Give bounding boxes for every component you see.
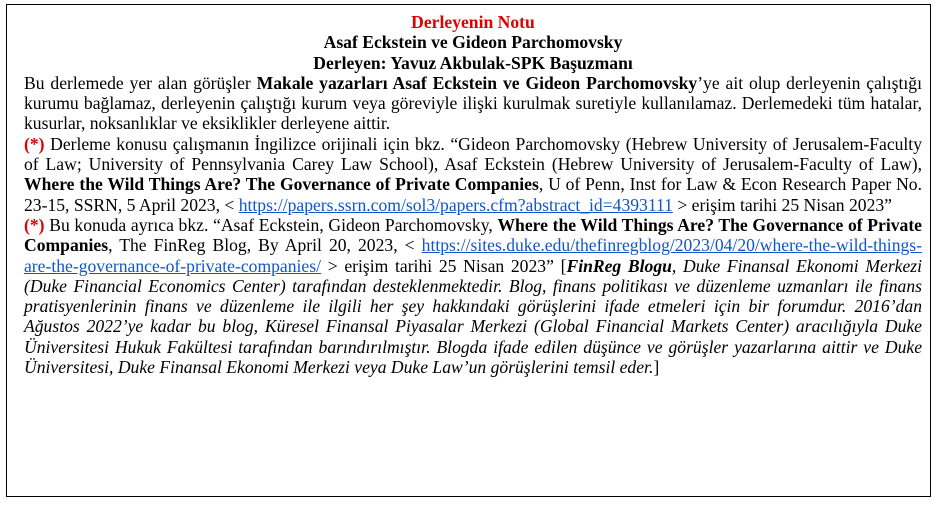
intro-authors-bold: Makale yazarları Asaf Eckstein ve Gideon Parchomovsky — [256, 72, 698, 93]
footnote-asterisk-1: (*) — [24, 133, 45, 154]
finreg-blog-link[interactable]: https://sites.duke.edu/thefinregblog/2023/04/20/where-the-wild-things-are-the-governance-of-private-companies/ — [24, 235, 922, 276]
bracket-open: [ — [560, 255, 567, 276]
intro-text-after: ’ye ait olup derleyenin çalıştığı kurumu bağlamaz, derleyenin çalıştığı kurum veya göreviyle ilişki kurulmak suretiyle kullanılamaz. Derlemedeki tüm hatalar, kusurlar, noksanlıklar ve eksiklikler derleyene aittir. — [24, 72, 922, 134]
blog-note-paragraph — [24, 215, 922, 377]
compiler-line: Derleyen: Yavuz Akbulak-SPK Başuzmanı — [313, 52, 633, 73]
blog-note-details: , The FinReg Blog, By April 20, 2023, < — [108, 235, 422, 256]
blog-name-bold-italic: FinReg Blogu — [566, 255, 672, 276]
article-title-bold-1: Where the Wild Things Are? The Governance of Private Companies — [24, 174, 539, 195]
source-note-paragraph — [24, 134, 922, 215]
intro-paragraph — [24, 73, 922, 134]
blog-description-italic: , Duke Finansal Ekonomi Merkezi (Duke Financial Economics Center) tarafından desteklenmektedir. Blog, finans politikası ve düzenleme uzmanları ile finans pratisyenlerinin finans ve düzenleme ile ilgili her şey hakkındaki görüşlerini ifade etmeleri için bir forumdur. 2016’dan Ağustos 2022’ye kadar bu blog, Küresel Finansal Piyasalar Merkezi (Global Financial Markets Center) aracılığıyla Duke Üniversitesi Hukuk Fakültesi tarafından barındırılmıştır. Blogda ifade edilen düşünce ve görüşler yazarlarına aittir ve Duke Üniversitesi, Duke Finansal Ekonomi Merkezi veya Duke Law’un görüşlerini temsil eder. — [24, 255, 923, 378]
bracket-close: ] — [653, 357, 660, 378]
article-title-bold-2: Where the Wild Things Are? The Governance of Private Companies — [24, 214, 922, 256]
source-note-details: , U of Penn, Inst for Law & Econ Research Paper No. 23-15, SSRN, 5 April 2023, < — [24, 174, 923, 215]
blog-note-access-date: > erişim tarihi 25 Nisan 2023” — [320, 255, 561, 276]
footnote-asterisk-2: (*) — [24, 214, 45, 235]
source-note-access-date: > erişim tarihi 25 Nisan 2023” — [672, 194, 892, 215]
source-note-text: Derleme konusu çalışmanın İngilizce orijinali için bkz. “Gideon Parchomovsky (Hebrew University of Jerusalem-Faculty of Law; University of Pennsylvania Carey Law School), Asaf Eckstein (Hebrew University of Jerusalem-Faculty of Law), — [24, 133, 922, 175]
ssrn-link[interactable]: https://papers.ssrn.com/sol3/papers.cfm?abstract_id=4393111 — [238, 194, 673, 215]
intro-text-before: Bu derlemede yer alan görüşler — [24, 72, 257, 93]
blog-note-text: Bu konuda ayrıca bkz. “Asaf Eckstein, Gideon Parchomovsky, — [44, 214, 498, 235]
compiler-note-box — [6, 4, 931, 497]
note-title: Derleyenin Notu — [411, 12, 535, 32]
article-authors: Asaf Eckstein ve Gideon Parchomovsky — [323, 32, 623, 53]
